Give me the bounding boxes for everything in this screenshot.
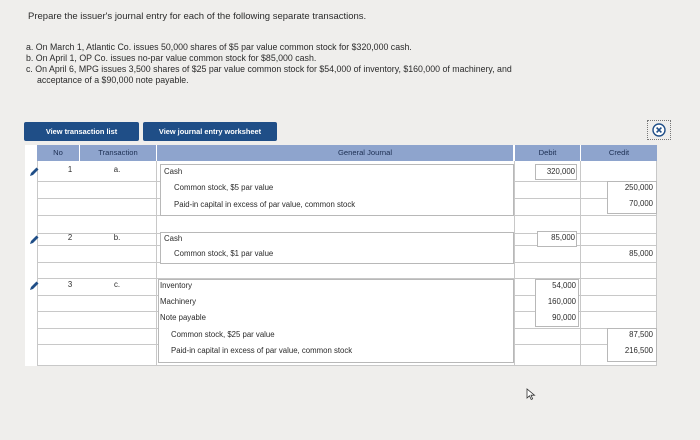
entry-3-no: 3 [67,280,73,289]
entry-3-line-5-account[interactable]: Paid-in capital in excess of par value, common stock [171,346,353,355]
entry-2-line-2-account[interactable]: Common stock, $1 par value [174,249,274,258]
entry-3-transaction: c. [113,280,121,289]
transaction-c-continued: acceptance of a $90,000 note payable. [37,75,189,85]
entry-1-line-2-account[interactable]: Common stock, $5 par value [174,183,274,192]
mouse-pointer-icon [526,388,536,401]
header-debit: Debit [515,145,581,161]
close-button[interactable] [647,120,671,140]
pencil-icon[interactable] [29,167,39,177]
header-credit: Credit [581,145,657,161]
entry-1-line-3-credit[interactable]: 70,000 [629,199,653,208]
entry-3-line-4-credit[interactable]: 87,500 [629,330,653,339]
journal-table [25,145,657,366]
entry-1-line-3-account[interactable]: Paid-in capital in excess of par value, common stock [174,200,356,209]
transaction-a: a. On March 1, Atlantic Co. issues 50,000 shares of $5 par value common stock for $320,000 cash. [26,42,412,52]
transaction-c: c. On April 6, MPG issues 3,500 shares of $25 par value common stock for $54,000 of inventory, $160,000 of machinery, and [26,64,512,74]
entry-3-line-3-debit[interactable]: 90,000 [552,313,576,322]
entry-1-line-2-credit[interactable]: 250,000 [624,183,653,192]
view-journal-entry-worksheet-button[interactable]: View journal entry worksheet [143,122,277,141]
entry-1-line-1-debit[interactable]: 320,000 [546,167,575,176]
header-transaction: Transaction [80,145,157,161]
transaction-list [26,42,686,86]
pencil-icon[interactable] [29,235,39,245]
entry-3-line-2-account[interactable]: Machinery [160,297,196,306]
entry-3-line-4-account[interactable]: Common stock, $25 par value [171,330,275,339]
header-general-journal: General Journal [157,145,514,161]
entry-2-transaction: b. [113,233,121,242]
entry-2-no: 2 [67,233,73,242]
entry-1-no: 1 [67,165,73,174]
entry-3-line-5-credit[interactable]: 216,500 [624,346,653,355]
pencil-icon[interactable] [29,281,39,291]
entry-3-line-2-debit[interactable]: 160,000 [547,297,576,306]
entry-2-line-2-credit[interactable]: 85,000 [629,249,653,258]
entry-3-line-1-account[interactable]: Inventory [160,281,193,290]
entry-2-line-1-debit[interactable]: 85,000 [551,233,575,242]
prompt-text: Prepare the issuer's journal entry for each of the following separate transactions. [28,11,367,22]
entry-1-line-1-account[interactable]: Cash [164,167,183,176]
transaction-b: b. On April 1, OP Co. issues no-par value common stock for $85,000 cash. [26,53,317,63]
view-transaction-list-button[interactable]: View transaction list [24,122,139,141]
close-circle-icon [652,123,666,137]
entry-1-transaction: a. [113,165,121,174]
entry-3-line-1-debit[interactable]: 54,000 [552,281,576,290]
header-no: No [37,145,80,161]
entry-3-line-3-account[interactable]: Note payable [160,313,206,322]
entry-2-line-1-account[interactable]: Cash [164,234,183,243]
